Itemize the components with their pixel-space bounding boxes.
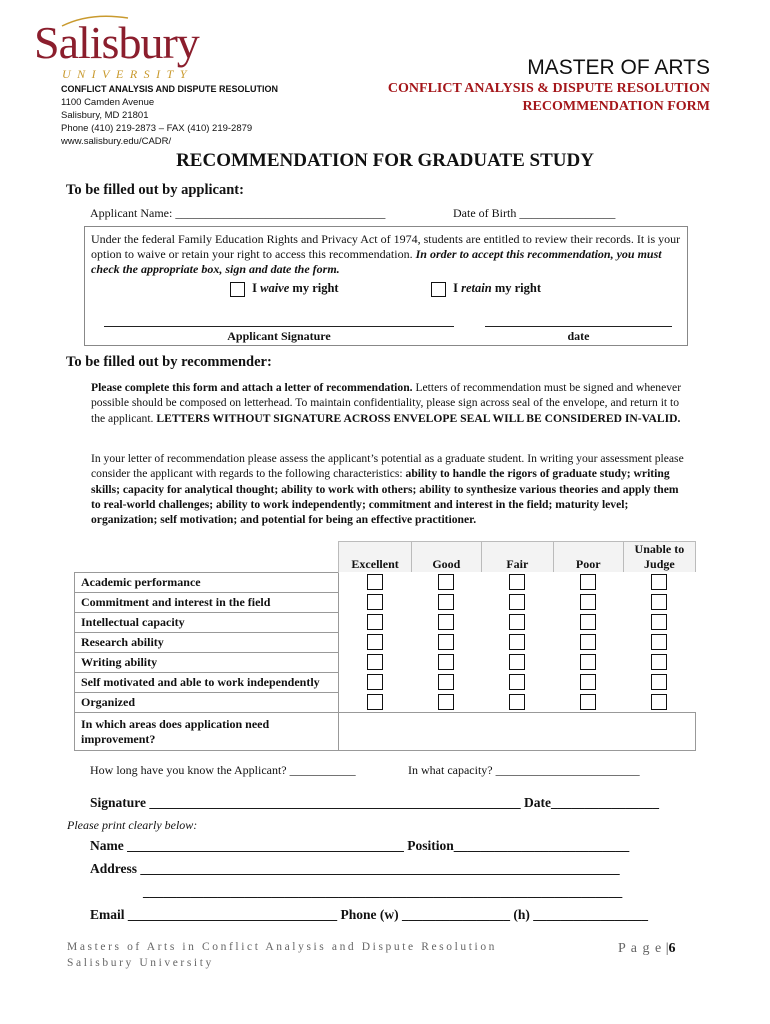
address-label: Address — [90, 861, 138, 876]
rating-cell — [411, 592, 481, 612]
rating-row — [75, 652, 696, 672]
page-number: 6 — [668, 941, 676, 956]
rating-cell — [481, 632, 553, 652]
program-title: CONFLICT ANALYSIS & DISPUTE RESOLUTION — [387, 81, 710, 96]
rating-row — [75, 572, 696, 592]
rating-cell — [553, 692, 623, 713]
rating-checkbox[interactable] — [367, 594, 383, 610]
criterion-label: Intellectual capacity — [75, 612, 339, 632]
applicant-signature-label: Applicant Signature — [227, 329, 331, 343]
rating-checkbox[interactable] — [438, 694, 454, 710]
rating-cell — [339, 592, 411, 612]
dob-row — [453, 206, 615, 221]
improvement-field[interactable] — [339, 713, 696, 751]
rating-cell — [623, 632, 695, 652]
rating-column-header: Poor — [553, 542, 623, 573]
rating-checkbox[interactable] — [438, 634, 454, 650]
address-row — [90, 861, 620, 877]
rating-cell — [339, 652, 411, 672]
capacity-field[interactable]: ________________________ — [495, 763, 640, 777]
rating-checkbox[interactable] — [438, 674, 454, 690]
rating-checkbox[interactable] — [580, 674, 596, 690]
retain-checkbox[interactable] — [431, 282, 446, 297]
criterion-label: Commitment and interest in the field — [75, 592, 339, 612]
rating-cell — [481, 672, 553, 692]
rating-checkbox[interactable] — [580, 634, 596, 650]
name-field[interactable]: _________________________________________ — [127, 838, 404, 853]
dob-field[interactable]: ________________ — [519, 206, 616, 220]
rating-cell — [481, 592, 553, 612]
rating-cell — [553, 632, 623, 652]
rating-cell — [553, 612, 623, 632]
ferpa-text: Under the federal Family Education Rights and Privacy Act of 1974, students are entitled to review their records. It is your option to waive or retain your right to access this recommendation. In order to accept this recommendation, you must check the appropriate box, sign and date the form. — [91, 232, 681, 276]
instructions-paragraph: Please complete this form and attach a letter of recommendation. Letters of recommendation must be signed and whenever possible should be composed on letterhead. To maintain confidentiality, please sign across seal of the envelope, and return it to the applicant. LETTERS WITHOUT SIGNATURE ACROSS ENVELOPE SEAL WILL BE CONSIDERED IN-VALID. — [91, 381, 682, 425]
rating-checkbox[interactable] — [509, 634, 525, 650]
rating-checkbox[interactable] — [580, 654, 596, 670]
rating-row — [75, 632, 696, 652]
logo-university: UNIVERSITY — [62, 67, 193, 81]
rating-row — [75, 672, 696, 692]
rating-checkbox[interactable] — [367, 674, 383, 690]
signature-label: Signature — [90, 795, 147, 810]
applicant-heading: To be filled out by applicant: — [66, 182, 244, 198]
rating-checkbox[interactable] — [580, 594, 596, 610]
rating-checkbox[interactable] — [509, 674, 525, 690]
rating-checkbox[interactable] — [438, 594, 454, 610]
footer-university: Salisbury University — [67, 957, 214, 969]
phone-h-label: (h) — [513, 907, 530, 922]
rating-cell — [339, 632, 411, 652]
rating-checkbox[interactable] — [367, 634, 383, 650]
name-row — [90, 838, 629, 854]
rating-checkbox[interactable] — [509, 594, 525, 610]
rating-column-header: Good — [411, 542, 481, 573]
page-label: P a g e — [618, 941, 663, 956]
page-number-block: P a g e |6 — [618, 941, 676, 956]
improvement-row — [75, 713, 696, 751]
print-note: Please print clearly below: — [67, 818, 198, 832]
address-field[interactable]: _______________________________________________________________________ — [140, 861, 620, 876]
improvement-label: In which areas does application need improvement? — [75, 713, 339, 751]
rating-cell — [623, 612, 695, 632]
rating-cell — [553, 592, 623, 612]
rating-checkbox[interactable] — [509, 574, 525, 590]
criterion-label: Self motivated and able to work independently — [75, 672, 339, 692]
website: www.salisbury.edu/CADR/ — [61, 136, 172, 147]
form-title: RECOMMENDATION FORM — [522, 99, 710, 114]
position-label: Position — [407, 838, 454, 853]
signature-row — [90, 795, 659, 811]
rating-checkbox[interactable] — [509, 614, 525, 630]
rating-checkbox[interactable] — [580, 694, 596, 710]
rating-checkbox[interactable] — [580, 574, 596, 590]
rating-checkbox[interactable] — [651, 614, 667, 630]
rating-cell — [411, 652, 481, 672]
rating-cell — [623, 572, 695, 592]
applicant-name-label: Applicant Name: — [90, 206, 173, 220]
rating-checkbox[interactable] — [509, 654, 525, 670]
rating-cell — [411, 672, 481, 692]
rating-checkbox[interactable] — [438, 574, 454, 590]
rating-cell — [481, 652, 553, 672]
rating-checkbox[interactable] — [438, 654, 454, 670]
phone-h-field[interactable]: _________________ — [533, 907, 649, 922]
phone-fax: Phone (410) 219-2873 – FAX (410) 219-2879 — [61, 123, 253, 134]
criterion-label: Organized — [75, 692, 339, 713]
signature-field[interactable]: _______________________________________________________ — [149, 795, 521, 810]
rating-cell — [411, 632, 481, 652]
date-label: Date — [524, 795, 552, 810]
applicant-name-field[interactable]: ___________________________________ — [175, 206, 386, 220]
street-address: 1100 Camden Avenue — [61, 97, 155, 108]
email-row — [90, 907, 648, 923]
rating-cell — [339, 692, 411, 713]
applicant-date-line[interactable] — [485, 326, 672, 327]
criterion-label: Research ability — [75, 632, 339, 652]
dob-label: Date of Birth — [453, 206, 517, 220]
rating-table — [74, 541, 696, 751]
rating-row — [75, 592, 696, 612]
phone-w-field[interactable]: ________________ — [402, 907, 511, 922]
waive-option: I waive my right — [230, 281, 339, 297]
rating-checkbox[interactable] — [367, 574, 383, 590]
rating-column-header: Unable to Judge — [623, 542, 695, 573]
rating-checkbox[interactable] — [438, 614, 454, 630]
capacity-label: In what capacity? — [408, 763, 493, 777]
rating-checkbox[interactable] — [651, 634, 667, 650]
rating-cell — [553, 652, 623, 672]
how-long-field[interactable]: ___________ — [289, 763, 356, 777]
rating-cell — [553, 672, 623, 692]
rating-checkbox[interactable] — [367, 694, 383, 710]
rating-checkbox[interactable] — [509, 694, 525, 710]
criterion-label: Academic performance — [75, 572, 339, 592]
position-field[interactable]: __________________________ — [453, 838, 630, 853]
rating-cell — [339, 612, 411, 632]
phone-w-label: Phone (w) — [340, 907, 399, 922]
rating-checkbox[interactable] — [651, 694, 667, 710]
rating-checkbox[interactable] — [367, 654, 383, 670]
rating-cell — [339, 572, 411, 592]
page-title: RECOMMENDATION FOR GRADUATE STUDY — [176, 150, 594, 171]
applicant-date-label: date — [567, 329, 590, 343]
footer-program: Masters of Arts in Conflict Analysis and Dispute Resolution — [67, 941, 498, 953]
rating-cell — [339, 672, 411, 692]
logo-wordmark: Salisbury — [34, 17, 199, 68]
date-field[interactable]: ________________ — [551, 795, 660, 810]
rating-cell — [623, 672, 695, 692]
rating-cell — [411, 612, 481, 632]
rating-checkbox[interactable] — [367, 614, 383, 630]
rating-checkbox[interactable] — [580, 614, 596, 630]
rating-cell — [623, 692, 695, 713]
rating-row — [75, 692, 696, 713]
rating-checkbox[interactable] — [651, 674, 667, 690]
applicant-name-row — [90, 206, 385, 221]
rating-checkbox[interactable] — [651, 654, 667, 670]
rating-header-row — [75, 542, 696, 573]
rating-cell — [481, 692, 553, 713]
applicant-signature-line[interactable] — [104, 326, 454, 327]
email-field[interactable]: _______________________________ — [127, 907, 338, 922]
rating-header-spacer — [75, 542, 339, 573]
rating-cell — [553, 572, 623, 592]
waive-checkbox[interactable] — [230, 282, 245, 297]
degree-title: MASTER OF ARTS — [527, 56, 710, 79]
rating-cell — [623, 652, 695, 672]
how-long-row — [90, 763, 356, 778]
rating-checkbox[interactable] — [651, 594, 667, 610]
city-state: Salisbury, MD 21801 — [61, 110, 149, 121]
rating-cell — [481, 572, 553, 592]
rating-checkbox[interactable] — [651, 574, 667, 590]
how-long-label: How long have you know the Applicant? — [90, 763, 287, 777]
assessment-paragraph: In your letter of recommendation please assess the applicant’s potential as a graduate student. In writing your assessment please consider the applicant with regards to the following characteristics: ability to handle the rigors of graduate study; writing skills; capacity for analytical thought; ability to work with others; ability to synthesize various theories and apply them to real-world challenges; ability to work independently; commitment and interest in the field; maturity level; organization; self motivation; and potential for being an effective practitioner. — [91, 452, 684, 527]
rating-cell — [411, 572, 481, 592]
retain-option: I retain my right — [431, 281, 541, 297]
rating-column-header: Excellent — [339, 542, 411, 573]
rating-cell — [481, 612, 553, 632]
name-label: Name — [90, 838, 124, 853]
rating-row — [75, 612, 696, 632]
rating-cell — [623, 592, 695, 612]
address-field-2[interactable]: _______________________________________________________________________ — [143, 884, 623, 899]
recommender-heading: To be filled out by recommender: — [66, 354, 272, 370]
capacity-row — [408, 763, 640, 778]
rating-column-header: Fair — [481, 542, 553, 573]
rating-cell — [411, 692, 481, 713]
email-label: Email — [90, 907, 125, 922]
criterion-label: Writing ability — [75, 652, 339, 672]
dept-name: CONFLICT ANALYSIS AND DISPUTE RESOLUTION — [61, 84, 279, 94]
